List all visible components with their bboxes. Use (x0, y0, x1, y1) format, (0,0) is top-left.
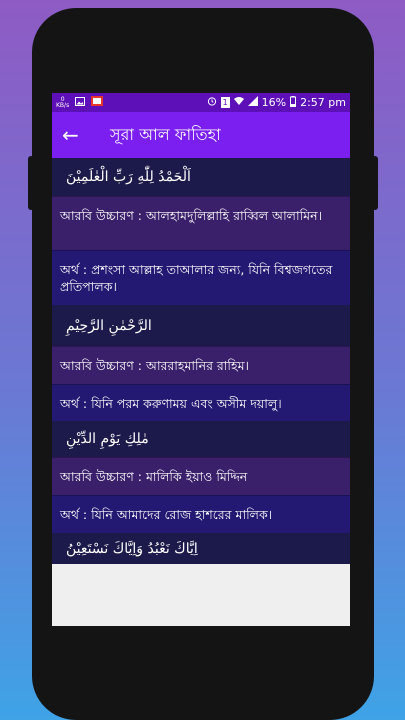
transliteration-row: আরবি উচ্চারণ : মালিকি ইয়াও মিদ্দিন (52, 457, 350, 495)
meaning-row: অর্থ : প্রশংসা আল্লাহ তাআলার জন্য, যিনি বিশ্বজগতের প্রতিপালক। (52, 250, 350, 305)
meaning-row: অর্থ : যিনি আমাদের রোজ হাশরের মালিক। (52, 495, 350, 533)
arabic-verse: مٰلِكِ یَوْمِ الدِّیْنِ (52, 421, 350, 457)
transliteration-row: আরবি উচ্চারণ : আলহামদুলিল্লাহি রাব্বিল আলামিন। (52, 196, 350, 250)
app-notification-icon (91, 96, 103, 109)
status-left (56, 96, 103, 109)
back-arrow-icon[interactable]: ← (62, 123, 79, 147)
data-speed-unit: KB/s (56, 101, 70, 109)
transliteration-row: আরবি উচ্চারণ : আররাহমানির রাহিম। (52, 346, 350, 384)
clock-time: 2:57 pm (300, 96, 346, 109)
wifi-icon (234, 96, 244, 109)
signal-icon (248, 96, 258, 109)
battery-percent: 16% (261, 96, 287, 109)
phone-side-button (372, 156, 378, 210)
battery-icon (290, 96, 296, 110)
data-speed-indicator (56, 97, 69, 109)
app-bar (52, 112, 350, 158)
verse-list[interactable] (52, 158, 350, 564)
meaning-row: অর্থ : যিনি পরম করুণাময় এবং অসীম দয়ালু। (52, 384, 350, 421)
data-speed-value: 0 (60, 95, 65, 103)
image-icon (75, 96, 85, 109)
arabic-verse: اِیَّاكَ نَعْبُدُ وَاِیَّاكَ نَسْتَعِیْنُ (52, 533, 350, 564)
alarm-icon (207, 96, 217, 109)
status-bar (52, 93, 350, 112)
status-right (207, 96, 346, 110)
phone-side-button (28, 156, 34, 210)
page-title: সূরা আল ফাতিহা (110, 124, 221, 144)
arabic-verse: اَلْحَمْدُ لِلّٰهِ رَبِّ الْعٰلَمِیْنَ (52, 158, 350, 196)
sim-icon: 1 (222, 98, 228, 107)
arabic-verse: الرَّحْمٰنِ الرَّحِیْمِ (52, 305, 350, 346)
bottom-blank-area (52, 564, 350, 614)
app-screen (52, 93, 350, 626)
